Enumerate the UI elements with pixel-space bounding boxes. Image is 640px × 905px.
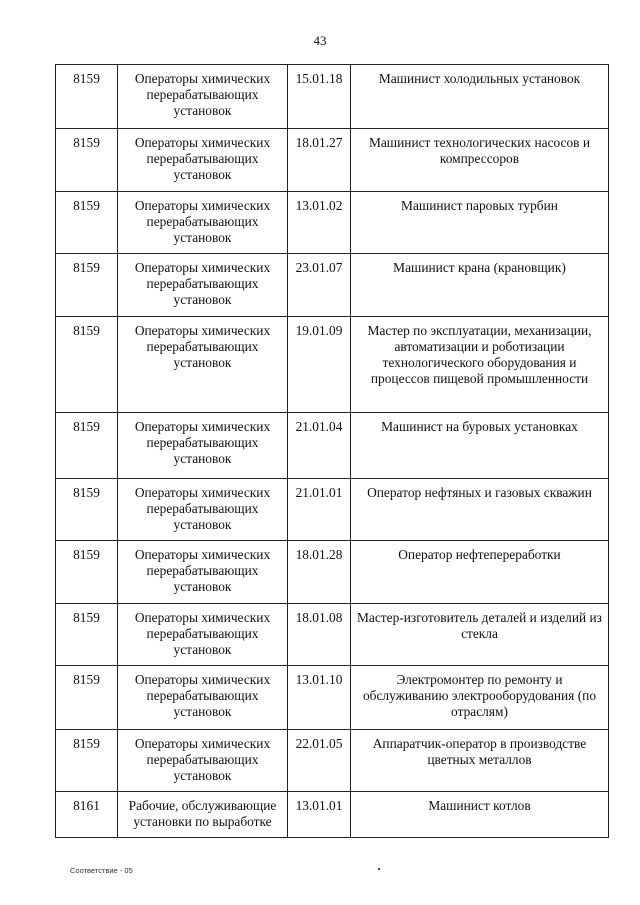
occupation-group: Операторы химических перерабатывающих установок (118, 65, 288, 129)
specialty-code: 13.01.10 (288, 666, 351, 730)
occupation-code: 8161 (56, 792, 118, 838)
table-row (56, 479, 609, 541)
profession-title: Машинист крана (крановщик) (351, 254, 609, 317)
occupation-code: 8159 (56, 413, 118, 479)
table-row (56, 413, 609, 479)
profession-title: Аппаратчик-оператор в производстве цветных металлов (351, 730, 609, 792)
occupation-code: 8159 (56, 666, 118, 730)
table-row (56, 730, 609, 792)
table-body (56, 65, 609, 838)
occupation-code: 8159 (56, 730, 118, 792)
table-row (56, 65, 609, 129)
profession-title: Машинист технологических насосов и компрессоров (351, 129, 609, 192)
profession-title: Оператор нефтепереработки (351, 541, 609, 604)
profession-title: Оператор нефтяных и газовых скважин (351, 479, 609, 541)
occupation-group: Операторы химических перерабатывающих установок (118, 129, 288, 192)
occupation-group: Операторы химических перерабатывающих установок (118, 317, 288, 413)
occupation-code: 8159 (56, 254, 118, 317)
specialty-code: 18.01.08 (288, 604, 351, 666)
profession-title: Мастер-изготовитель деталей и изделий из стекла (351, 604, 609, 666)
specialty-code: 18.01.27 (288, 129, 351, 192)
profession-title: Машинист холодильных установок (351, 65, 609, 129)
specialty-code: 18.01.28 (288, 541, 351, 604)
profession-title: Мастер по эксплуатации, механизации, автоматизации и роботизации технологического оборудования и процессов пищевой промышленности (351, 317, 609, 413)
occupation-code: 8159 (56, 541, 118, 604)
table-row (56, 541, 609, 604)
occupation-group: Операторы химических перерабатывающих установок (118, 604, 288, 666)
table-row (56, 666, 609, 730)
occupation-group: Операторы химических перерабатывающих установок (118, 254, 288, 317)
footer-note: Соответствие - 05 (70, 866, 133, 875)
occupation-group: Операторы химических перерабатывающих установок (118, 479, 288, 541)
specialty-code: 23.01.07 (288, 254, 351, 317)
profession-title: Машинист на буровых установках (351, 413, 609, 479)
scan-dot (378, 868, 380, 870)
specialty-code: 13.01.02 (288, 192, 351, 254)
profession-title: Электромонтер по ремонту и обслуживанию электрооборудования (по отраслям) (351, 666, 609, 730)
occupation-code: 8159 (56, 317, 118, 413)
occupation-group: Операторы химических перерабатывающих установок (118, 413, 288, 479)
table-row (56, 792, 609, 838)
specialty-code: 21.01.04 (288, 413, 351, 479)
table-row (56, 317, 609, 413)
occupation-group: Операторы химических перерабатывающих установок (118, 192, 288, 254)
occupation-group: Операторы химических перерабатывающих установок (118, 730, 288, 792)
specialty-code: 15.01.18 (288, 65, 351, 129)
specialty-code: 19.01.09 (288, 317, 351, 413)
occupation-code: 8159 (56, 604, 118, 666)
table-row (56, 129, 609, 192)
specialty-code: 21.01.01 (288, 479, 351, 541)
occupation-group: Рабочие, обслуживающие установки по выработке (118, 792, 288, 838)
table-row (56, 254, 609, 317)
table-row (56, 604, 609, 666)
occupations-table (55, 64, 609, 838)
occupation-code: 8159 (56, 129, 118, 192)
table-row (56, 192, 609, 254)
specialty-code: 13.01.01 (288, 792, 351, 838)
profession-title: Машинист паровых турбин (351, 192, 609, 254)
profession-title: Машинист котлов (351, 792, 609, 838)
occupation-code: 8159 (56, 65, 118, 129)
occupation-code: 8159 (56, 192, 118, 254)
occupation-code: 8159 (56, 479, 118, 541)
occupation-group: Операторы химических перерабатывающих установок (118, 666, 288, 730)
occupation-group: Операторы химических перерабатывающих установок (118, 541, 288, 604)
page-number: 43 (313, 33, 327, 48)
specialty-code: 22.01.05 (288, 730, 351, 792)
